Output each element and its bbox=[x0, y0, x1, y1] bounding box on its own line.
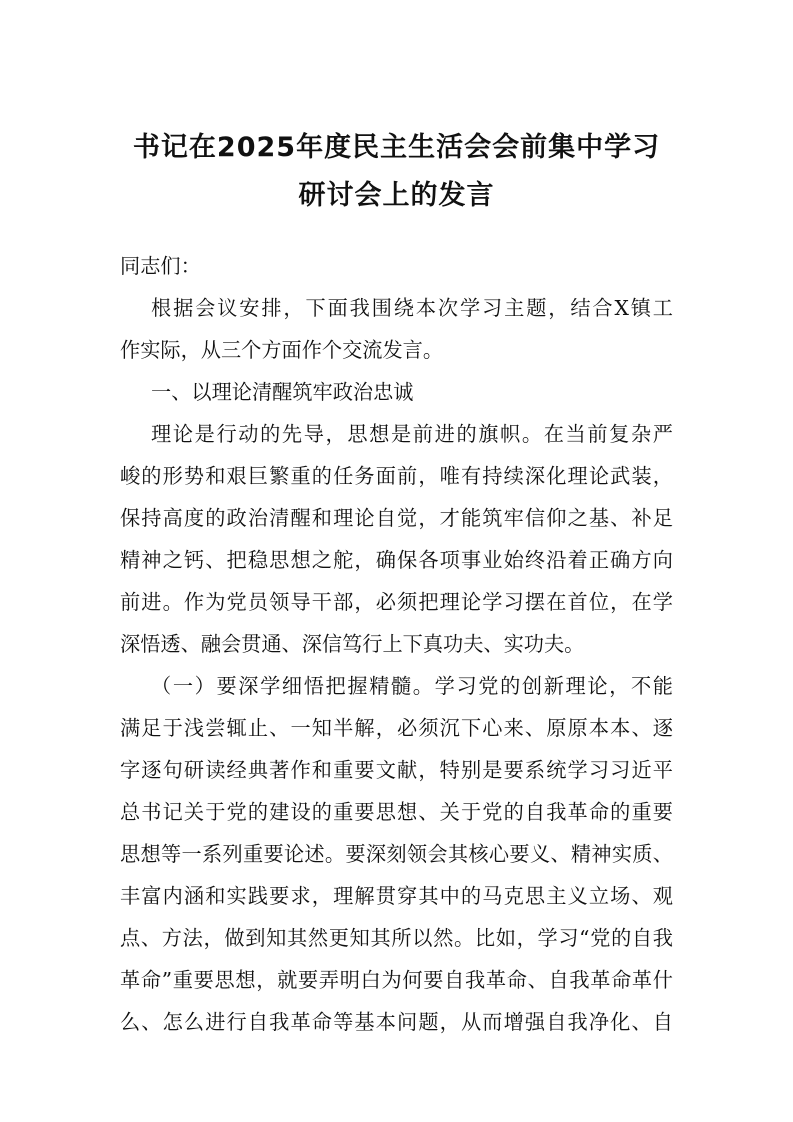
body-line: 字逐句研读经典著作和重要文献，特别是要系统学习习近平 bbox=[120, 758, 673, 782]
body-line: 思想等一系列重要论述。要深刻领会其核心要义、精神实质、 bbox=[120, 842, 673, 866]
body-line: 深悟透、融会贯通、深信笃行上下真功夫、实功夫。 bbox=[120, 632, 585, 656]
body-line: 峻的形势和艰巨繁重的任务面前，唯有持续深化理论武装， bbox=[120, 464, 673, 488]
section-heading: 一、以理论清醒筑牢政治忠诚 bbox=[151, 380, 414, 404]
subsection-line: （一）要深学细悟把握精髓。学习党的创新理论，不能 bbox=[151, 674, 673, 698]
body-line: 革命”重要思想，就要弄明白为何要自我革命、自我革命革什 bbox=[120, 968, 673, 992]
body-line: 点、方法，做到知其然更知其所以然。比如，学习“党的自我 bbox=[120, 926, 673, 950]
body-line: 总书记关于党的建设的重要思想、关于党的自我革命的重要 bbox=[120, 800, 673, 824]
body-line: 丰富内涵和实践要求，理解贯穿其中的马克思主义立场、观 bbox=[120, 884, 673, 908]
document-title-line-1: 书记在2025年度民主生活会会前集中学习 bbox=[132, 132, 661, 163]
body-line: 满足于浅尝辄止、一知半解，必须沉下心来、原原本本、逐 bbox=[120, 716, 673, 740]
body-line: 前进。作为党员领导干部，必须把理论学习摆在首位，在学 bbox=[120, 590, 673, 614]
body-line: 根据会议安排，下面我围绕本次学习主题，结合X镇工 bbox=[151, 296, 673, 320]
body-line: 么、怎么进行自我革命等基本问题，从而增强自我净化、自 bbox=[120, 1010, 673, 1034]
body-line: 精神之钙、把稳思想之舵，确保各项事业始终沿着正确方向 bbox=[120, 548, 673, 572]
body-line: 理论是行动的先导，思想是前进的旗帜。在当前复杂严 bbox=[151, 422, 673, 446]
document-title-line-2: 研讨会上的发言 bbox=[298, 180, 495, 211]
body-line: 保持高度的政治清醒和理论自觉，才能筑牢信仰之基、补足 bbox=[120, 506, 673, 530]
salutation: 同志们： bbox=[120, 254, 201, 278]
body-line: 作实际，从三个方面作个交流发言。 bbox=[120, 338, 444, 362]
